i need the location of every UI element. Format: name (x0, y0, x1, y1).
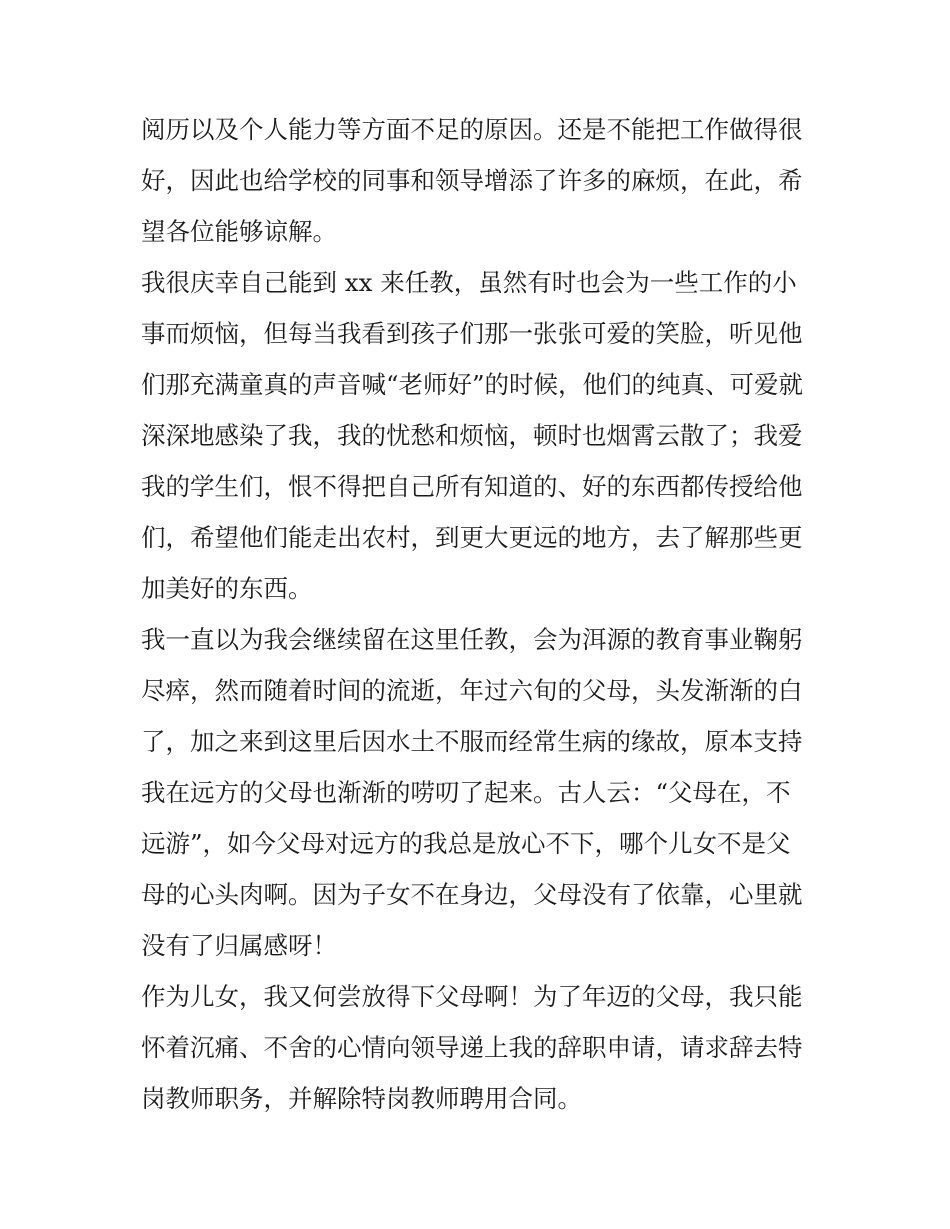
text-line: 加美好的东西。 (141, 574, 313, 603)
text-line: 远游”，如今父母对远方的我总是放心不下，哪个儿女不是父 (141, 829, 791, 858)
text-line: 我在远方的父母也渐渐的唠叨了起来。古人云：“父母在，不 (141, 778, 791, 807)
text-line: 望各位能够谅解。 (141, 217, 337, 246)
text-line: 了，加之来到这里后因水土不服而经常生病的缘故，原本支持 (141, 727, 803, 756)
text-line: 尽瘁，然而随着时间的流逝，年过六旬的父母，头发渐渐的白 (141, 676, 803, 705)
text-line: 没有了归属感呀！ (141, 931, 337, 960)
text-line: 我的学生们，恨不得把自己所有知道的、好的东西都传授给他 (141, 472, 803, 501)
text-line: 我一直以为我会继续留在这里任教，会为洱源的教育事业鞠躬 (141, 625, 803, 654)
text-line: 母的心头肉啊。因为子女不在身边，父母没有了依靠，心里就 (141, 880, 803, 909)
text-line: 我很庆幸自己能到 xx 来任教，虽然有时也会为一些工作的小 (141, 268, 797, 297)
text-line: 们，希望他们能走出农村，到更大更远的地方，去了解那些更 (141, 523, 803, 552)
text-line: 深深地感染了我，我的忧愁和烦恼，顿时也烟霄云散了；我爱 (141, 421, 803, 450)
text-line: 怀着沉痛、不舍的心情向领导递上我的辞职申请，请求辞去特 (141, 1033, 803, 1062)
text-line: 岗教师职务，并解除特岗教师聘用合同。 (141, 1084, 582, 1113)
text-line: 好，因此也给学校的同事和领导增添了许多的麻烦，在此，希 (141, 166, 803, 195)
text-line: 事而烦恼，但每当我看到孩子们那一张张可爱的笑脸，听见他 (141, 319, 803, 348)
text-line: 作为儿女，我又何尝放得下父母啊！为了年迈的父母，我只能 (141, 982, 803, 1011)
text-line: 们那充满童真的声音喊“老师好”的时候，他们的纯真、可爱就 (141, 370, 804, 399)
text-line: 阅历以及个人能力等方面不足的原因。还是不能把工作做得很 (141, 115, 803, 144)
